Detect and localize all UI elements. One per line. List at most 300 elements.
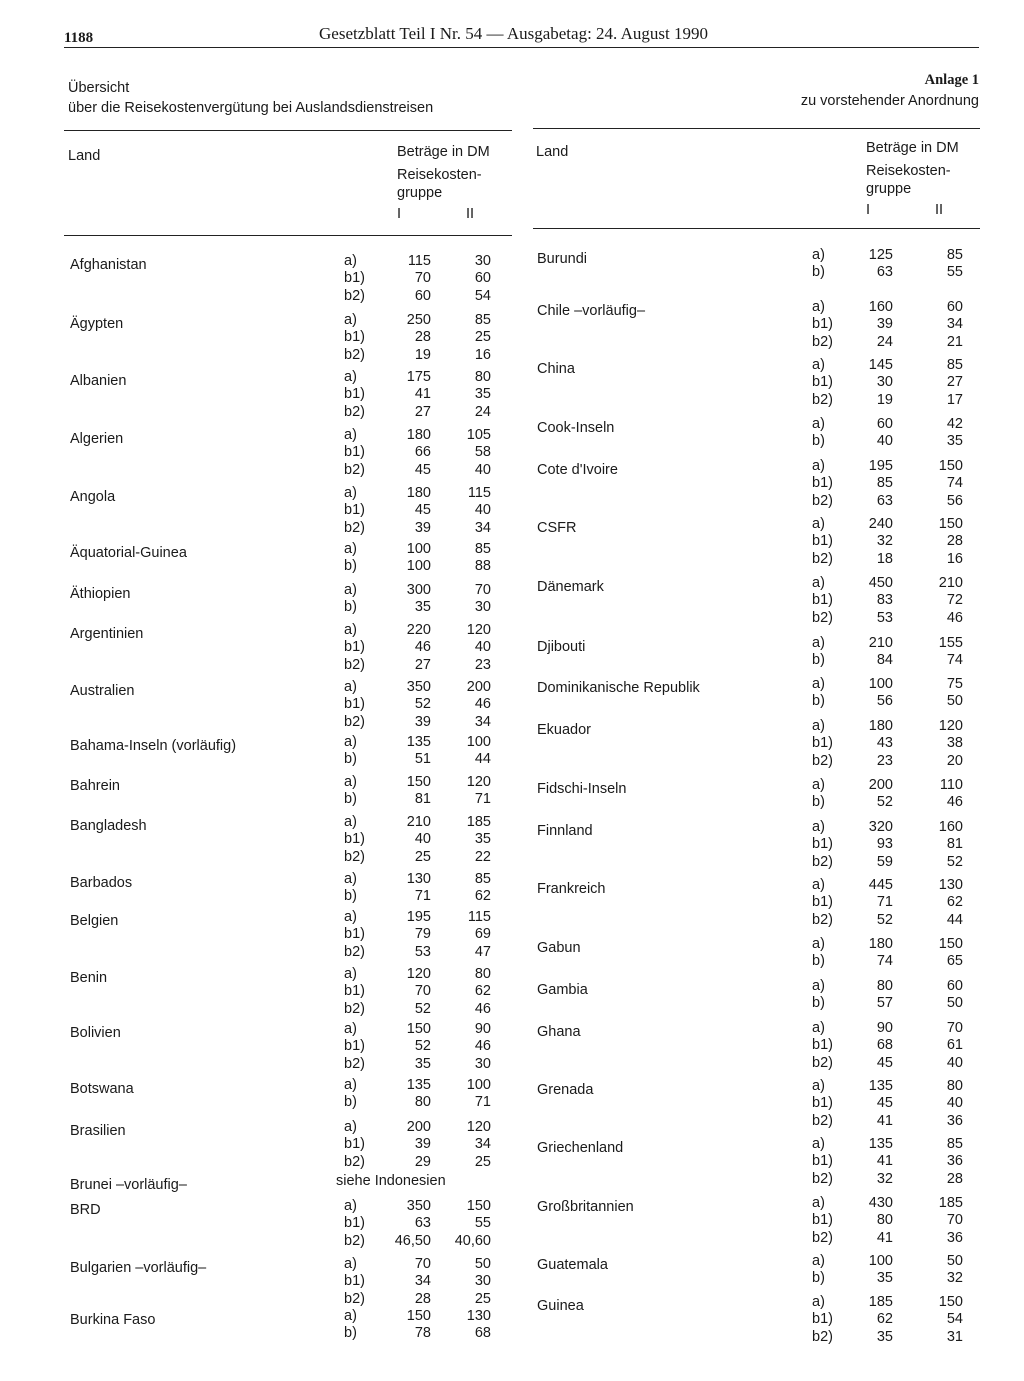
amount-group-i: 180 [406,485,431,501]
rate-label: a) [812,299,825,315]
rate-row [64,1038,512,1055]
rate-row [533,247,980,264]
rate-row [533,610,980,627]
rate-row [64,427,512,444]
country-name: Brunei –vorläufig– [70,1177,187,1193]
amount-group-i: 81 [414,791,431,808]
country-name: Äquatorial-Guinea [70,545,187,561]
amount-group-ii: 24 [474,403,491,420]
amount-group-ii: 65 [946,953,963,970]
amount-group-i: 445 [868,877,893,893]
rate-row [533,1020,980,1037]
amount-group-i: 180 [868,936,893,952]
amount-group-i: 430 [868,1195,893,1211]
amount-group-i: 150 [406,1308,431,1324]
rate-row [64,983,512,1000]
amount-group-i: 195 [868,458,893,474]
amount-group-i: 45 [876,1054,893,1071]
rate-row [533,1294,980,1311]
amount-group-i: 34 [414,1273,431,1290]
amount-group-i: 39 [414,1136,431,1153]
rate-row [533,676,980,693]
amount-group-i: 41 [876,1153,893,1170]
amount-group-i: 52 [876,794,893,811]
amount-group-ii: 46 [474,1038,491,1055]
country-name: Burkina Faso [70,1312,156,1328]
header-betraege: Beträge in DM [866,140,959,156]
amount-group-ii: 35 [946,433,963,450]
amount-group-i: 32 [876,533,893,550]
rate-row [64,714,512,731]
rate-label: b1) [812,836,833,853]
rate-label: a) [344,1077,357,1093]
rate-label: b1) [344,1038,365,1055]
rate-row [533,652,980,669]
country-name: Gambia [537,982,588,998]
rate-label: b) [344,791,357,808]
header-gruppe-1: Reisekosten- [397,167,482,183]
rate-label: b1) [812,735,833,752]
rate-label: b1) [812,1153,833,1170]
rate-label: b) [812,1270,825,1287]
amount-group-i: 39 [414,713,431,730]
rate-label: b2) [812,853,833,870]
amount-group-i: 145 [868,357,893,373]
rate-row [533,458,980,475]
amount-group-ii: 55 [474,1215,491,1232]
country-name: BRD [70,1202,101,1218]
amount-group-ii: 72 [946,592,963,609]
rate-row [533,1153,980,1170]
amount-group-i: 84 [876,652,893,669]
rate-label: b2) [344,848,365,865]
amount-group-ii: 200 [466,679,491,695]
annex-title: Anlage 1 [924,72,979,88]
rate-label: a) [812,635,825,651]
amount-group-ii: 40 [474,502,491,519]
country-name: Grenada [537,1082,594,1098]
amount-group-i: 175 [406,369,431,385]
amount-group-ii: 150 [938,458,963,474]
rate-row [533,299,980,316]
rate-row [64,520,512,537]
amount-group-i: 450 [868,575,893,591]
rate-label: a) [344,871,357,887]
amount-group-i: 100 [406,541,431,557]
rate-label: b1) [812,1212,833,1229]
rate-label: b1) [344,444,365,461]
rate-label: b1) [344,639,365,656]
amount-group-i: 74 [876,953,893,970]
amount-group-ii: 150 [466,1198,491,1214]
amount-group-i: 240 [868,516,893,532]
amount-group-ii: 210 [938,575,963,591]
amount-group-ii: 185 [938,1195,963,1211]
rate-row [533,718,980,735]
amount-group-ii: 22 [474,848,491,865]
rate-label: b) [344,751,357,768]
amount-group-i: 71 [414,888,431,905]
rate-row [64,926,512,943]
rate-label: a) [812,819,825,835]
country-name: Algerien [70,431,124,447]
rate-row [64,791,512,808]
amount-group-ii: 155 [938,635,963,651]
rate-row [533,493,980,510]
country-name: Cook-Inseln [537,420,615,436]
amount-group-ii: 70 [474,582,491,598]
rate-row [533,819,980,836]
amount-group-ii: 70 [946,1020,963,1036]
amount-group-ii: 40,60 [454,1232,491,1249]
amount-group-i: 195 [406,909,431,925]
rate-row [64,404,512,421]
amount-group-i: 39 [414,519,431,536]
amount-group-ii: 40 [946,1054,963,1071]
amount-group-i: 27 [414,656,431,673]
amount-group-ii: 60 [474,270,491,287]
rate-row [64,751,512,768]
rate-label: b2) [344,403,365,420]
rate-label: a) [344,312,357,328]
rate-row [64,966,512,983]
rate-row [64,270,512,287]
rate-row [533,264,980,281]
rate-label: a) [812,458,825,474]
rate-row [64,1308,512,1325]
amount-group-ii: 105 [466,427,491,443]
rate-label: b2) [812,911,833,928]
rate-row [64,541,512,558]
rate-row [64,502,512,519]
rate-row [533,854,980,871]
rate-label: a) [344,622,357,638]
rate-label: b1) [812,1311,833,1328]
rate-row [533,433,980,450]
rate-row [64,1094,512,1111]
rate-row [64,696,512,713]
rate-label: b2) [812,1229,833,1246]
table-top-rule [64,130,512,131]
rate-label: b2) [812,492,833,509]
rate-label: b2) [812,333,833,350]
country-name: Ghana [537,1024,581,1040]
amount-group-ii: 44 [474,751,491,768]
header-land: Land [68,148,101,164]
rate-label: a) [344,734,357,750]
amount-group-ii: 85 [474,312,491,328]
country-name: Barbados [70,875,133,891]
amount-group-i: 80 [876,978,893,994]
rate-row [533,357,980,374]
country-name: Dänemark [537,579,604,595]
amount-group-i: 68 [876,1037,893,1054]
amount-group-i: 60 [414,287,431,304]
country-name: Finnland [537,823,593,839]
country-name: Djibouti [537,639,586,655]
amount-group-i: 150 [406,1021,431,1037]
amount-group-ii: 60 [946,978,963,994]
country-name: Australien [70,683,135,699]
rate-label: b2) [812,609,833,626]
amount-group-i: 70 [414,1256,431,1272]
rate-row [533,894,980,911]
amount-group-i: 160 [868,299,893,315]
amount-group-ii: 20 [946,752,963,769]
amount-group-ii: 30 [474,1055,491,1072]
amount-group-i: 93 [876,836,893,853]
rate-row [64,599,512,616]
amount-group-ii: 40 [946,1095,963,1112]
amount-group-ii: 62 [474,983,491,1000]
amount-group-i: 63 [414,1215,431,1232]
rate-row [64,888,512,905]
amount-group-ii: 130 [466,1308,491,1324]
amount-group-ii: 16 [946,550,963,567]
rate-row [533,416,980,433]
page-number: 1188 [64,30,94,46]
amount-group-ii: 70 [946,1212,963,1229]
amount-group-i: 71 [876,894,893,911]
rate-row [533,777,980,794]
amount-group-ii: 120 [466,622,491,638]
rate-row [64,288,512,305]
amount-group-ii: 47 [474,943,491,960]
country-name: Chile –vorläufig– [537,303,646,319]
rate-label: a) [812,1020,825,1036]
amount-group-ii: 31 [946,1328,963,1345]
rate-label: a) [344,814,357,830]
amount-group-i: 30 [876,374,893,391]
amount-group-i: 40 [876,433,893,450]
rate-label: a) [812,718,825,734]
amount-group-ii: 120 [466,774,491,790]
rate-label: b1) [344,329,365,346]
rate-label: b2) [812,752,833,769]
country-name: Ägypten [70,316,124,332]
amount-group-i: 66 [414,444,431,461]
rate-label: a) [344,541,357,557]
rate-label: a) [812,877,825,893]
rate-label: b1) [344,386,365,403]
header-gruppe-2: gruppe [866,181,912,197]
rate-row [533,1171,980,1188]
rate-label: a) [344,427,357,443]
rate-row [533,1078,980,1095]
country-name: Bangladesh [70,818,147,834]
overview-line-1: Übersicht [68,80,130,96]
rate-row [64,347,512,364]
rate-label: b1) [812,374,833,391]
amount-group-i: 40 [414,831,431,848]
rate-label: b2) [344,519,365,536]
amount-group-i: 52 [414,696,431,713]
amount-group-ii: 75 [946,676,963,692]
rate-row [533,475,980,492]
country-name: Gabun [537,940,581,956]
amount-group-ii: 61 [946,1037,963,1054]
amount-group-i: 24 [876,333,893,350]
amount-group-ii: 80 [946,1078,963,1094]
rate-label: b2) [344,943,365,960]
header-col-2: II [935,202,944,218]
rate-label: b) [344,599,357,616]
country-name: Botswana [70,1081,134,1097]
rate-label: b) [344,1325,357,1342]
amount-group-i: 115 [407,253,431,269]
header-col-1: I [397,206,402,222]
issue-title: Gesetzblatt Teil I Nr. 54 — Ausgabetag: 24. August 1990 [319,24,708,43]
amount-group-ii: 25 [474,329,491,346]
rate-row [64,444,512,461]
annex-subtitle: zu vorstehender Anordnung [800,93,979,109]
rate-label: b1) [344,1273,365,1290]
rate-label: b2) [344,1290,365,1307]
rate-label: b) [344,558,357,575]
rate-label: a) [344,1308,357,1324]
rate-row [533,1195,980,1212]
rate-label: a) [344,1021,357,1037]
amount-group-i: 46 [414,639,431,656]
left-table [64,130,512,1360]
amount-group-ii: 150 [938,516,963,532]
rate-row [533,936,980,953]
amount-group-i: 25 [414,848,431,865]
rate-label: b1) [812,316,833,333]
rate-label: b2) [344,1153,365,1170]
amount-group-ii: 52 [946,853,963,870]
rate-label: b) [812,433,825,450]
rate-row [533,1230,980,1247]
amount-group-ii: 120 [466,1119,491,1135]
rate-row [64,582,512,599]
amount-group-i: 200 [406,1119,431,1135]
amount-group-ii: 50 [946,995,963,1012]
country-name: Afghanistan [70,257,147,273]
amount-group-ii: 54 [946,1311,963,1328]
rate-row [533,592,980,609]
amount-group-ii: 85 [946,357,963,373]
rate-row [64,831,512,848]
amount-group-i: 350 [406,1198,431,1214]
amount-group-ii: 34 [474,1136,491,1153]
amount-group-ii: 81 [946,836,963,853]
amount-group-i: 59 [876,853,893,870]
amount-group-i: 210 [868,635,893,651]
amount-group-ii: 35 [474,386,491,403]
country-name: Bahrein [70,778,120,794]
rate-row [533,1095,980,1112]
rate-row [533,1055,980,1072]
rate-label: a) [812,676,825,692]
country-name: Ekuador [537,722,592,738]
rate-row [64,1215,512,1232]
table-top-rule [533,128,980,129]
amount-group-ii: 85 [946,1136,963,1152]
rate-row [64,1198,512,1215]
rate-row [64,1154,512,1171]
country-name: China [537,361,575,377]
amount-group-ii: 150 [938,1294,963,1310]
amount-group-ii: 69 [474,926,491,943]
country-name: Guinea [537,1298,584,1314]
rate-row [64,462,512,479]
amount-group-i: 135 [868,1078,893,1094]
amount-group-ii: 90 [474,1021,491,1037]
amount-group-i: 27 [414,403,431,420]
rate-label: b1) [344,831,365,848]
rate-row [64,622,512,639]
rate-row [64,679,512,696]
amount-group-ii: 25 [474,1290,491,1307]
rate-row [533,735,980,752]
amount-group-i: 35 [414,1055,431,1072]
right-table [533,128,980,1358]
rate-row [64,1325,512,1342]
rate-label: a) [812,1253,825,1269]
amount-group-i: 53 [414,943,431,960]
amount-group-i: 130 [406,871,431,887]
amount-group-i: 45 [876,1095,893,1112]
amount-group-ii: 88 [474,558,491,575]
country-name: Benin [70,970,108,986]
amount-group-ii: 46 [474,1000,491,1017]
amount-group-ii: 17 [946,391,963,408]
rate-row [533,836,980,853]
amount-group-ii: 27 [946,374,963,391]
amount-group-ii: 50 [474,1256,491,1272]
rate-row [533,551,980,568]
table-header-rule [533,228,980,229]
amount-group-ii: 55 [946,264,963,281]
amount-group-i: 53 [876,609,893,626]
amount-group-i: 100 [406,558,431,575]
amount-group-ii: 50 [946,1253,963,1269]
rate-label: b1) [812,533,833,550]
country-name: Guatemala [537,1257,608,1273]
rate-row [533,995,980,1012]
amount-group-i: 28 [414,329,431,346]
country-name: Großbritannien [537,1199,634,1215]
amount-group-ii: 46 [474,696,491,713]
rate-label: b1) [812,894,833,911]
amount-group-ii: 62 [946,894,963,911]
rate-label: b2) [812,550,833,567]
amount-group-ii: 74 [946,475,963,492]
amount-group-ii: 23 [474,656,491,673]
annex-heading [801,70,979,112]
amount-group-i: 41 [414,386,431,403]
rate-label: b1) [344,926,365,943]
rate-row [64,774,512,791]
amount-group-ii: 35 [474,831,491,848]
rate-label: b1) [812,592,833,609]
rate-label: a) [344,1198,357,1214]
rate-label: a) [344,774,357,790]
rate-row [533,1136,980,1153]
country-name: Cote d'Ivoire [537,462,618,478]
rate-row [533,953,980,970]
amount-group-i: 83 [876,592,893,609]
rate-row [64,1021,512,1038]
amount-group-i: 62 [876,1311,893,1328]
amount-group-ii: 36 [946,1229,963,1246]
amount-group-ii: 46 [946,609,963,626]
amount-group-i: 120 [406,966,431,982]
amount-group-ii: 185 [466,814,491,830]
rate-row [533,575,980,592]
rate-row [64,1256,512,1273]
